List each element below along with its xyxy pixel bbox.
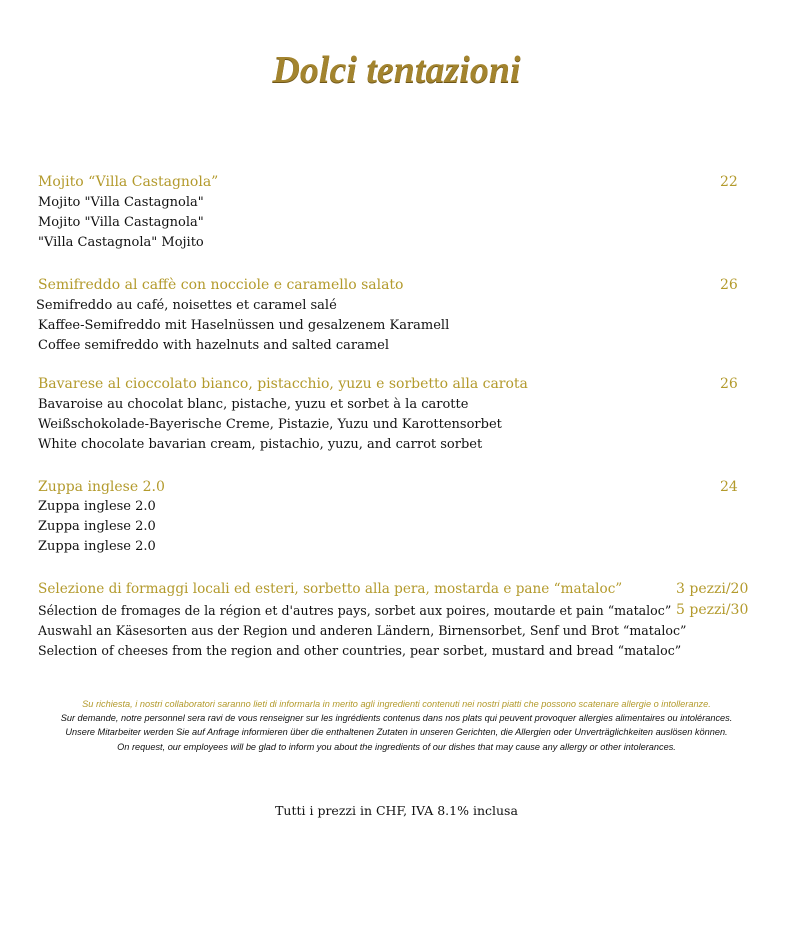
allergy-note-de: Unsere Mitarbeiter werden Sie auf Anfrage informieren über die enthaltenen Zutaten in unseren Gerichten, die Allergien oder Unverträglichkeiten auslösen können.	[65, 727, 728, 737]
allergy-note-en: On request, our employees will be glad to inform you about the ingredients of our dishes that may cause any allergy or other intolerances.	[117, 742, 676, 752]
item-translation: Coffee semifreddo with hazelnuts and salted caramel	[38, 338, 390, 353]
item-price-alt: 5 pezzi/30	[676, 602, 749, 618]
item-translation: Mojito "Villa Castagnola"	[38, 195, 204, 210]
price-note: Tutti i prezzi in CHF, IVA 8.1% inclusa	[275, 803, 518, 818]
item-translation: Selection of cheeses from the region and other countries, pear sorbet, mustard and bread “mataloc”	[38, 643, 682, 658]
item-translation: Zuppa inglese 2.0	[38, 519, 156, 534]
item-price: 3 pezzi/20	[676, 581, 749, 597]
item-price: 26	[720, 277, 738, 293]
allergy-note-it: Su richiesta, i nostri collaboratori saranno lieti di informarla in merito agli ingredienti contenuti nei nostri piatti che possono scatenare allergie o intolleranze.	[82, 699, 711, 709]
item-translation: Sélection de fromages de la région et d'autres pays, sorbet aux poires, moutarde et pain “mataloc”	[38, 603, 672, 618]
item-name: Bavarese al cioccolato bianco, pistacchio, yuzu e sorbetto alla carota	[38, 376, 528, 392]
item-translation: Kaffee-Semifreddo mit Haselnüssen und gesalzenem Karamell	[38, 318, 450, 333]
allergy-note-fr: Sur demande, notre personnel sera ravi de vous renseigner sur les ingrédients contenus dans nos plats qui peuvent provoquer allergies alimentaires ou intolérances.	[60, 713, 733, 723]
item-translation: Auswahl an Käsesorten aus der Region und anderen Ländern, Birnensorbet, Senf und Brot “mataloc”	[38, 623, 687, 638]
item-name: Mojito “Villa Castagnola”	[38, 174, 219, 190]
item-translation: "Villa Castagnola" Mojito	[38, 235, 204, 250]
item-name: Semifreddo al caffè con nocciole e caramello salato	[38, 277, 404, 293]
item-price: 26	[720, 376, 738, 392]
item-translation: Semifreddo au café, noisettes et caramel salé	[36, 298, 337, 313]
page-title: Dolci tentazioni	[272, 49, 521, 91]
item-translation: Bavaroise au chocolat blanc, pistache, yuzu et sorbet à la carotte	[38, 397, 469, 412]
item-price: 22	[720, 174, 738, 190]
item-name: Zuppa inglese 2.0	[38, 479, 165, 495]
item-translation: Zuppa inglese 2.0	[38, 539, 156, 554]
item-price: 24	[720, 479, 738, 495]
item-translation: White chocolate bavarian cream, pistachio, yuzu, and carrot sorbet	[38, 437, 483, 452]
item-translation: Zuppa inglese 2.0	[38, 499, 156, 514]
item-name: Selezione di formaggi locali ed esteri, sorbetto alla pera, mostarda e pane “mataloc”	[38, 581, 623, 597]
item-translation: Mojito "Villa Castagnola"	[38, 215, 204, 230]
item-translation: Weißschokolade-Bayerische Creme, Pistazie, Yuzu und Karottensorbet	[38, 417, 502, 432]
